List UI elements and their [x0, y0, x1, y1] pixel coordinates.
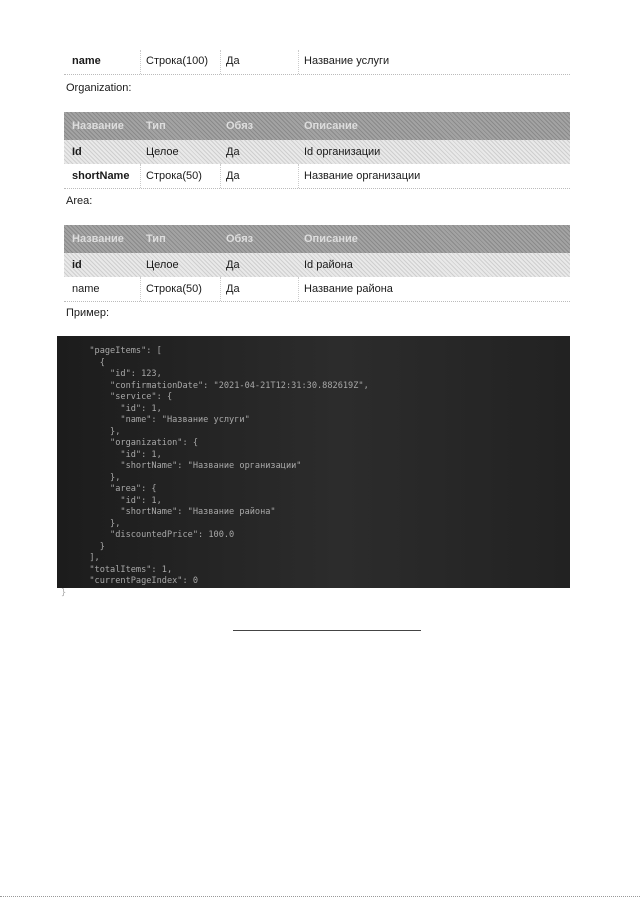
field-description: Название района	[304, 283, 393, 295]
table-row	[64, 253, 570, 277]
header-description: Описание	[304, 120, 358, 132]
field-type: Строка(50)	[146, 170, 202, 182]
code-line: "id": 1,	[79, 403, 162, 414]
code-line: ],	[79, 553, 100, 563]
code-line: {	[79, 357, 105, 368]
code-line: }	[79, 541, 105, 552]
field-required: Да	[226, 170, 240, 182]
header-required: Обяз	[226, 120, 254, 132]
header-type: Тип	[146, 233, 166, 245]
field-type: Целое	[146, 259, 179, 271]
field-required: Да	[226, 259, 240, 271]
code-line: "discountedPrice": 100.0	[79, 530, 235, 540]
code-line: "service": {	[79, 392, 173, 402]
field-name: id	[72, 259, 82, 271]
field-required: Да	[226, 55, 240, 67]
organization-label: Organization:	[66, 82, 132, 94]
field-required: Да	[226, 283, 240, 295]
code-line: "area": {	[79, 484, 157, 494]
code-line: "name": "Название услуги"	[79, 415, 250, 425]
table-header	[64, 225, 570, 253]
code-line: "confirmationDate": "2021-04-21T12:31:30.882619Z",	[79, 380, 369, 391]
code-line: },	[79, 426, 121, 437]
field-description: Название услуги	[304, 55, 390, 67]
header-description: Описание	[304, 233, 358, 245]
header-type: Тип	[146, 120, 166, 132]
area-label: Area:	[66, 195, 93, 207]
code-line: "pageItems": [	[79, 346, 162, 356]
code-line: "currentPageIndex": 0	[79, 576, 198, 586]
code-line: }	[61, 587, 67, 598]
organization-table	[64, 112, 570, 189]
field-name: Id	[72, 146, 82, 158]
field-description: Id организации	[304, 146, 381, 158]
json-example-code-block	[57, 336, 570, 598]
area-table	[64, 225, 570, 302]
header-name: Название	[72, 120, 124, 132]
table-row	[64, 140, 570, 164]
table-header	[64, 112, 570, 140]
code-line: "id": 1,	[79, 449, 162, 460]
table-row	[64, 164, 570, 189]
field-type: Целое	[146, 146, 179, 158]
scan-edge-line	[0, 896, 640, 897]
code-line: },	[79, 472, 121, 483]
section-end-rule	[233, 630, 421, 631]
code-line: "shortName": "Название района"	[79, 507, 276, 517]
field-type: Строка(100)	[146, 55, 209, 67]
field-description: Название организации	[304, 170, 421, 182]
header-required: Обяз	[226, 233, 254, 245]
field-type: Строка(50)	[146, 283, 202, 295]
header-name: Название	[72, 233, 124, 245]
code-line: "totalItems": 1,	[79, 564, 173, 575]
example-label: Пример:	[66, 307, 110, 319]
code-line: "organization": {	[79, 438, 198, 448]
field-name: name	[72, 55, 101, 67]
service-table-row	[64, 50, 570, 75]
code-line: },	[79, 518, 121, 529]
table-row	[64, 277, 570, 302]
code-line: "shortName": "Название организации"	[79, 461, 302, 471]
field-required: Да	[226, 146, 240, 158]
field-name: shortName	[72, 170, 130, 182]
field-description: Id района	[304, 259, 353, 271]
code-line: "id": 123,	[79, 369, 162, 379]
code-line: "id": 1,	[79, 495, 162, 506]
field-name: name	[72, 283, 100, 295]
